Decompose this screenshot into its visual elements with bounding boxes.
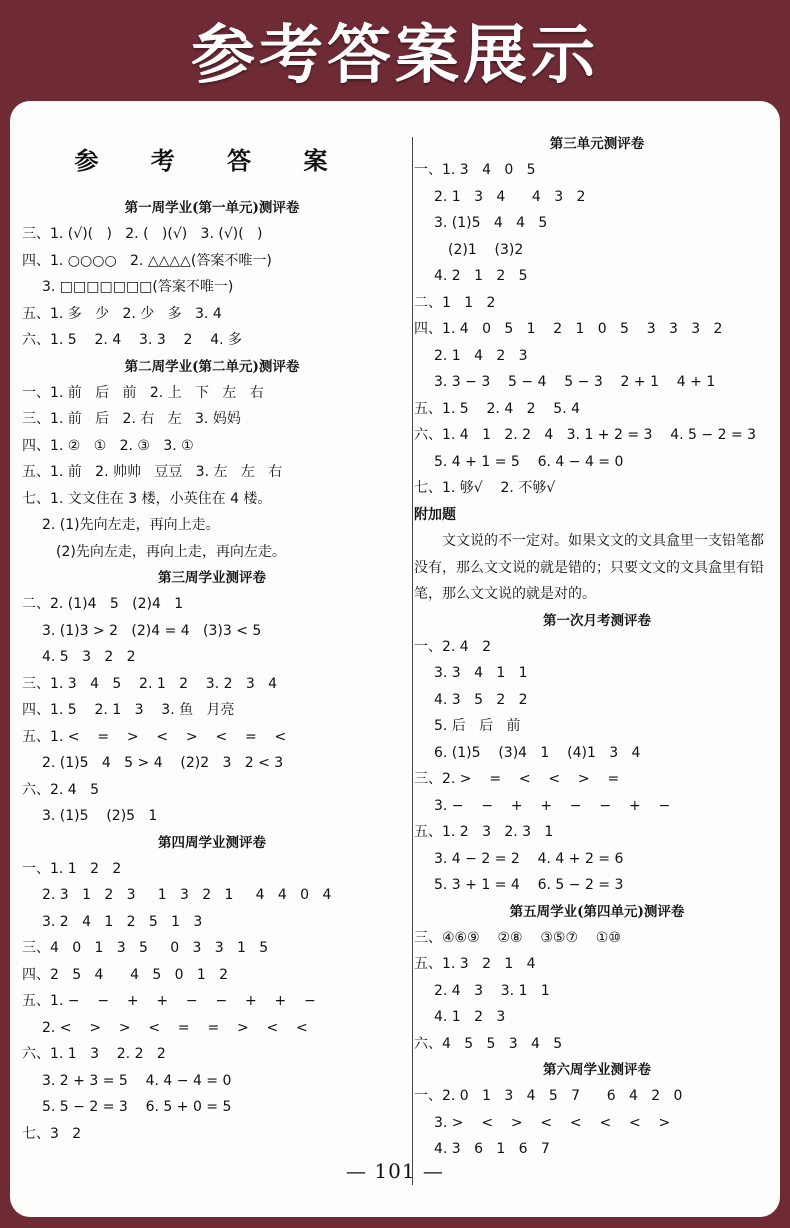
left-column <box>22 131 402 1147</box>
answer-line: 五、1. 5 2. 4 2 5. 4 <box>414 400 581 417</box>
answer-line: 3. (1)5 4 4 5 <box>434 215 548 231</box>
answer-line: 七、1. 够√ 2. 不够√ <box>414 480 556 496</box>
answer-line: 四、1. 5 2. 1 3 3. 鱼 月亮 <box>22 702 235 718</box>
answer-line: 一、1. 前 后 前 2. 上 下 左 右 <box>22 384 264 401</box>
answer-line: 4. 1 2 3 <box>434 1009 506 1025</box>
answer-line: 6. (1)5 (3)4 1 (4)1 3 4 <box>434 744 641 761</box>
section-heading: 第二周学业(第二单元)测评卷 <box>124 358 300 375</box>
answer-line: 3. 4 − 2 = 2 4. 4 + 2 = 6 <box>434 850 624 867</box>
answer-line: 3. (1)5 (2)5 1 <box>42 808 158 824</box>
answer-line: 六、1. 4 1 2. 2 4 3. 1 + 2 = 3 4. 5 − 2 = 3 <box>414 427 757 443</box>
answer-line: 四、1. ○○○○ 2. △△△△(答案不唯一) <box>22 252 272 269</box>
extra-question-heading: 附加题 <box>414 506 456 523</box>
answer-line: 五、1. − − + + − − + + − <box>22 993 316 1009</box>
answer-line: 三、4 0 1 3 5 0 3 3 1 5 <box>22 940 269 956</box>
answer-line: 5. 5 − 2 = 3 6. 5 + 0 = 5 <box>42 1099 232 1115</box>
answer-line: 3. 3 − 3 5 − 4 5 − 3 2 + 1 4 + 1 <box>434 374 716 390</box>
answer-line: 五、1. < = > < > < = < <box>22 728 287 745</box>
answer-line: 六、1. 1 3 2. 2 2 <box>22 1046 166 1062</box>
answer-line: (2)先向左走，再向上走，再向左走。 <box>56 543 286 560</box>
answer-paragraph: 文文说的不一定对。如果文文的文具盒里一支铅笔都没有，那么文文说的就是错的；只要文文的文具盒里有铅笔，那么文文说的就是对的。 <box>414 533 764 602</box>
answer-line: 六、1. 5 2. 4 3. 3 2 4. 多 <box>22 332 243 348</box>
answer-line: 六、4 5 5 3 4 5 <box>414 1035 563 1052</box>
section-heading: 第四周学业测评卷 <box>158 834 266 851</box>
answer-line: 三、1. 3 4 5 2. 1 2 3. 2 3 4 <box>22 675 278 692</box>
answer-line: 2. 1 4 2 3 <box>434 347 528 364</box>
column-divider <box>412 137 413 1185</box>
answer-line: 五、1. 3 2 1 4 <box>414 956 536 972</box>
answer-line: 3. (1)3 > 2 (2)4 = 4 (3)3 < 5 <box>42 622 262 639</box>
answer-line: 3. 2 + 3 = 5 4. 4 − 4 = 0 <box>42 1072 232 1089</box>
answer-line: 四、1. 4 0 5 1 2 1 0 5 3 3 3 2 <box>414 321 723 337</box>
answer-line: 六、2. 4 5 <box>22 781 99 798</box>
answer-line: 2. 3 1 2 3 1 3 2 1 4 4 0 4 <box>42 887 332 903</box>
answer-line: 七、3 2 <box>22 1125 82 1142</box>
answer-line: 2. (1)5 4 5 > 4 (2)2 3 2 < 3 <box>42 755 284 771</box>
answer-line: 5. 后 后 前 <box>434 718 521 734</box>
answer-line: 4. 2 1 2 5 <box>434 268 528 284</box>
section-heading: 第六周学业测评卷 <box>543 1062 651 1078</box>
answer-line: 五、1. 多 少 2. 少 多 3. 4 <box>22 305 222 322</box>
answer-line: 四、2 5 4 4 5 0 1 2 <box>22 966 229 983</box>
section-heading: 第一次月考测评卷 <box>543 612 651 629</box>
answer-line: 三、2. > = < < > = <box>414 771 620 787</box>
left-answer-list <box>22 195 402 1147</box>
answer-line: 五、1. 2 3 2. 3 1 <box>414 824 554 840</box>
banner <box>0 0 790 100</box>
section-heading: 第三单元测评卷 <box>549 136 645 152</box>
answer-line: 3. □□□□□□□(答案不唯一) <box>42 279 234 295</box>
answer-line: 2. 4 3 3. 1 1 <box>434 982 550 999</box>
answer-line: 3. 3 4 1 1 <box>434 665 528 681</box>
answer-line: 2. 1 3 4 4 3 2 <box>434 188 586 205</box>
answer-line: 三、④⑥⑨ ②⑧ ③⑤⑦ ①⑩ <box>414 929 621 946</box>
answer-line: 3. − − + + − − + − <box>434 797 671 814</box>
answer-line: 一、1. 1 2 2 <box>22 860 122 877</box>
answer-line: 七、1. 文文住在 3 楼，小英住在 4 楼。 <box>22 490 272 507</box>
answer-line: 4. 3 5 2 2 <box>434 691 528 708</box>
banner-title: 参考答案展示 <box>191 19 599 93</box>
answer-line: 4. 5 3 2 2 <box>42 649 136 665</box>
answer-line: 一、1. 3 4 0 5 <box>414 162 536 178</box>
answer-line: 3. 2 4 1 2 5 1 3 <box>42 913 203 930</box>
answer-line: 一、2. 4 2 <box>414 638 491 655</box>
answer-page <box>10 101 780 1217</box>
answer-line: 四、1. ② ① 2. ③ 3. ① <box>22 437 194 454</box>
answer-line: 三、1. 前 后 2. 右 左 3. 妈妈 <box>22 411 241 427</box>
answer-line: 2. < > > < = = > < < <box>42 1019 308 1036</box>
answer-line: 二、2. (1)4 5 (2)4 1 <box>22 596 184 612</box>
answer-line: 4. 3 6 1 6 7 <box>434 1141 550 1157</box>
answer-line: 5. 3 + 1 = 4 6. 5 − 2 = 3 <box>434 877 624 893</box>
answer-line: 5. 4 + 1 = 5 6. 4 − 4 = 0 <box>434 453 624 470</box>
answer-line: 五、1. 前 2. 帅帅 豆豆 3. 左 左 右 <box>22 464 283 480</box>
answer-line: (2)1 (3)2 <box>448 241 524 258</box>
right-answer-list <box>414 131 780 1163</box>
answer-line: 三、1. (√)( ) 2. ( )(√) 3. (√)( ) <box>22 226 263 242</box>
answer-line: 2. (1)先向左走，再向上走。 <box>42 517 220 533</box>
right-column <box>414 131 780 1163</box>
page-number: — 101 — <box>346 1159 444 1183</box>
answer-line: 3. > < > < < < < > <box>434 1114 671 1131</box>
section-heading: 第五周学业(第四单元)测评卷 <box>509 903 685 920</box>
section-heading: 第三周学业测评卷 <box>158 570 266 586</box>
page-title: 参 考 答 案 <box>74 146 350 175</box>
answer-line: 二、1 1 2 <box>414 294 496 311</box>
section-heading: 第一周学业(第一单元)测评卷 <box>124 200 300 216</box>
answer-line: 一、2. 0 1 3 4 5 7 6 4 2 0 <box>414 1088 683 1104</box>
